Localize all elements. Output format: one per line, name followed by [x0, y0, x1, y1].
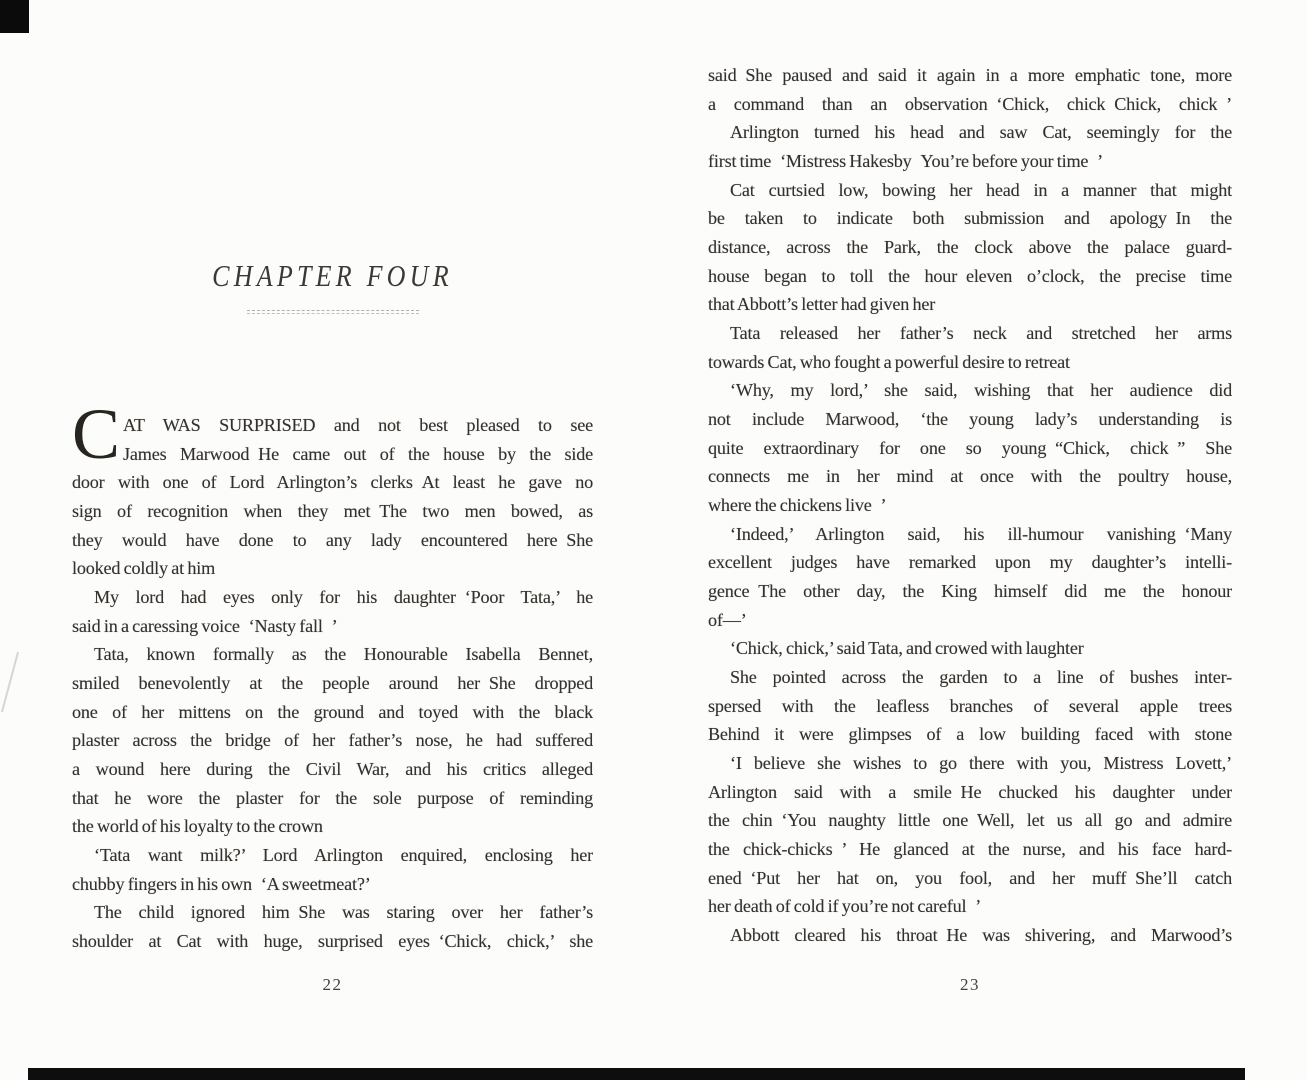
text-line: Arlington said with a smile He chucked his daughter under	[708, 781, 1232, 802]
text-line: ‘Why, my lord,’ she said, wishing that her audience did	[730, 380, 1232, 401]
paragraph	[708, 749, 1232, 921]
text-line: ened ‘Put her hat on, you fool, and her muff She’ll catch	[708, 867, 1232, 888]
text-line: that Abbott’s letter had given her	[708, 294, 936, 315]
chapter-heading: CHAPTER FOUR	[212, 258, 453, 293]
paragraph	[708, 921, 1232, 950]
paragraph	[72, 841, 593, 898]
text-line: they would have done to any lady encountered here She	[72, 529, 593, 550]
paragraph	[708, 663, 1232, 749]
paragraph	[72, 640, 593, 841]
text-line: Tata released her father’s neck and stretched her arms	[730, 323, 1232, 344]
text-line: smiled benevolently at the people around her She dropped	[72, 673, 593, 694]
scan-artifact-bottom-bar	[28, 1068, 1245, 1080]
text-line: Tata, known formally as the Honourable Isabella Bennet,	[94, 644, 593, 665]
text-line: of—’	[708, 609, 747, 630]
text-line: quite extraordinary for one so young “Chick, chick ” She	[708, 437, 1232, 458]
left-page-body-text	[72, 394, 593, 956]
text-line: a wound here during the Civil War, and his critics alleged	[72, 759, 593, 780]
text-line: Cat curtsied low, bowing her head in a manner that might	[730, 179, 1232, 200]
right-page	[708, 0, 1232, 1080]
text-line: be taken to indicate both submission and apology In the	[708, 208, 1232, 229]
text-line: AT WAS SURPRISED and not best pleased to see	[123, 415, 593, 435]
text-line: one of her mittens on the ground and toyed with the black	[72, 701, 593, 722]
text-line: connects me in her mind at once with the poultry house,	[708, 466, 1232, 487]
paragraph	[708, 61, 1232, 118]
text-line: spersed with the leafless branches of several apple trees	[708, 695, 1232, 716]
page-number-left: 22	[322, 975, 343, 994]
paragraph	[72, 898, 593, 955]
text-line: gence The other day, the King himself did me the honour	[708, 581, 1232, 602]
text-line: ‘Tata want milk?’ Lord Arlington enquired, enclosing her	[94, 845, 593, 866]
text-line: chubby fingers in his own ‘A sweetmeat?’	[72, 873, 371, 894]
right-page-body-text	[708, 61, 1232, 950]
text-line: that he wore the plaster for the sole purpose of reminding	[72, 787, 593, 808]
text-line: distance, across the Park, the clock above the palace guard-	[708, 237, 1232, 258]
drop-cap: C	[72, 394, 120, 474]
scan-artifact-corner-square	[0, 0, 29, 33]
text-line: where the chickens live ’	[708, 495, 887, 516]
text-line: ‘Indeed,’ Arlington said, his ill-humour vanishing ‘Many	[730, 523, 1232, 544]
text-line: not include Marwood, ‘the young lady’s understanding is	[708, 409, 1232, 430]
text-line: The child ignored him She was staring over her father’s	[94, 902, 593, 923]
text-line: the world of his loyalty to the crown	[72, 816, 323, 837]
text-line: plaster across the bridge of her father’s nose, he had suffered	[72, 730, 593, 751]
text-line: My lord had eyes only for his daughter ‘Poor Tata,’ he	[94, 587, 593, 608]
text-line: the chick-chicks ’ He glanced at the nurse, and his face hard-	[708, 839, 1232, 860]
paragraph	[72, 394, 593, 583]
text-line: a command than an observation ‘Chick, chick Chick, chick ’	[708, 93, 1232, 114]
text-line: shoulder at Cat with huge, surprised eyes ‘Chick, chick,’ she	[72, 931, 593, 952]
text-line: house began to toll the hour eleven o’clock, the precise time	[708, 265, 1232, 286]
paragraph	[708, 176, 1232, 319]
paragraph	[708, 520, 1232, 635]
text-line: Abbott cleared his throat He was shivering, and Marwood’s	[730, 925, 1232, 946]
text-line: She pointed across the garden to a line of bushes inter-	[730, 667, 1232, 688]
paragraph	[708, 118, 1232, 175]
paragraph	[708, 319, 1232, 376]
text-line: sign of recognition when they met The two men bowed, as	[72, 501, 593, 522]
text-line: said in a caressing voice ‘Nasty fall ’	[72, 615, 338, 636]
text-line: first time ‘Mistress Hakesby You’re before your time ’	[708, 151, 1104, 172]
text-line: ‘I believe she wishes to go there with you, Mistress Lovett,’	[730, 753, 1232, 774]
text-line: Arlington turned his head and saw Cat, seemingly for the	[730, 122, 1232, 143]
text-line: excellent judges have remarked upon my daughter’s intelli-	[708, 552, 1232, 573]
paragraph	[72, 583, 593, 640]
text-line: James Marwood He came out of the house by the side	[123, 443, 593, 464]
text-line: looked coldly at him	[72, 558, 216, 579]
page-number-right: 23	[960, 975, 980, 994]
left-page	[72, 0, 593, 1080]
text-line: ‘Chick, chick,’ said Tata, and crowed with laughter	[730, 638, 1084, 659]
text-line: said She paused and said it again in a more emphatic tone, more	[708, 65, 1232, 85]
text-line: Behind it were glimpses of a low building faced with stone	[708, 724, 1232, 745]
text-line: the chin ‘You naughty little one Well, let us all go and admire	[708, 810, 1232, 831]
text-line: her death of cold if you’re not careful ’	[708, 896, 982, 917]
scan-artifact-margin-smudge	[1, 652, 19, 712]
ornament-rule-line	[247, 313, 419, 316]
text-line: towards Cat, who fought a powerful desire to retreat	[708, 351, 1070, 372]
chapter-ornament-rule	[247, 310, 419, 316]
paragraph	[708, 634, 1232, 663]
paragraph	[708, 376, 1232, 519]
text-line: door with one of Lord Arlington’s clerks At least he gave no	[72, 472, 593, 493]
